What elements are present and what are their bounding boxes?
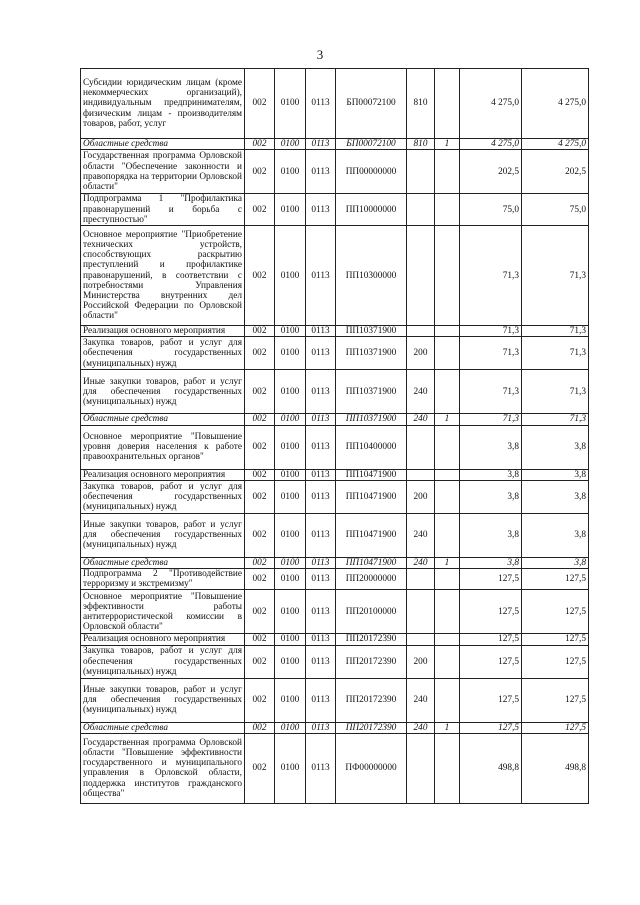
cell-name: Субсидии юридическим лицам (кроме некоммерческих организаций), индивидуальным предпринимателям, физическим лицам - производителям товаров, работ, услуг — [81, 69, 245, 139]
cell-csr: ПП20172390 — [336, 645, 407, 678]
cell-sum1: 498,8 — [460, 733, 522, 803]
cell-csr: ПП20100000 — [336, 590, 407, 634]
cell-sum2: 127,5 — [522, 634, 589, 645]
cell-vr: 810 — [407, 69, 435, 139]
cell-vr — [407, 590, 435, 634]
cell-src — [435, 480, 460, 513]
cell-csr: ПП10371900 — [336, 337, 407, 370]
cell-sum2: 75,0 — [522, 194, 589, 226]
cell-src: 1 — [435, 139, 460, 150]
table-row — [81, 425, 589, 469]
cell-sum1: 127,5 — [460, 634, 522, 645]
table-row — [81, 326, 589, 337]
cell-pr: 0113 — [306, 722, 336, 733]
cell-src — [435, 590, 460, 634]
cell-rz: 0100 — [275, 634, 306, 645]
cell-name: Областные средства — [81, 722, 245, 733]
cell-sum1: 3,8 — [460, 425, 522, 469]
cell-src: 1 — [435, 414, 460, 425]
cell-src — [435, 69, 460, 139]
table-row — [81, 645, 589, 678]
cell-name: Основное мероприятие "Повышение эффективности работы антитеррористической комиссии в Орловской области" — [81, 590, 245, 634]
cell-ved: 002 — [245, 150, 275, 194]
cell-csr: ПФ00000000 — [336, 733, 407, 803]
cell-pr: 0113 — [306, 194, 336, 226]
page-number: 3 — [316, 47, 324, 62]
cell-name: Иные закупки товаров, работ и услуг для обеспечения государственных (муниципальных) нужд — [81, 678, 245, 722]
cell-vr: 200 — [407, 645, 435, 678]
cell-src — [435, 337, 460, 370]
cell-ved: 002 — [245, 634, 275, 645]
cell-pr: 0113 — [306, 733, 336, 803]
cell-rz: 0100 — [275, 414, 306, 425]
cell-sum1: 127,5 — [460, 590, 522, 634]
cell-pr: 0113 — [306, 425, 336, 469]
cell-name: Иные закупки товаров, работ и услуг для обеспечения государственных (муниципальных) нужд — [81, 513, 245, 557]
cell-rz: 0100 — [275, 569, 306, 590]
cell-pr: 0113 — [306, 370, 336, 414]
cell-sum1: 4 275,0 — [460, 69, 522, 139]
cell-ved: 002 — [245, 370, 275, 414]
cell-rz: 0100 — [275, 370, 306, 414]
cell-rz: 0100 — [275, 194, 306, 226]
cell-src — [435, 469, 460, 480]
cell-sum2: 3,8 — [522, 513, 589, 557]
cell-csr: ПП20000000 — [336, 569, 407, 590]
cell-pr: 0113 — [306, 557, 336, 568]
cell-rz: 0100 — [275, 139, 306, 150]
cell-sum1: 71,3 — [460, 337, 522, 370]
cell-ved: 002 — [245, 480, 275, 513]
cell-src: 1 — [435, 557, 460, 568]
cell-csr: ПП10471900 — [336, 469, 407, 480]
cell-vr — [407, 634, 435, 645]
cell-sum1: 4 275,0 — [460, 139, 522, 150]
cell-rz: 0100 — [275, 557, 306, 568]
cell-sum1: 71,3 — [460, 370, 522, 414]
funding-source-row — [81, 139, 589, 150]
cell-csr: ПП10471900 — [336, 513, 407, 557]
table-row — [81, 469, 589, 480]
cell-ved: 002 — [245, 722, 275, 733]
cell-pr: 0113 — [306, 150, 336, 194]
cell-sum1: 3,8 — [460, 513, 522, 557]
cell-src — [435, 678, 460, 722]
cell-sum1: 71,3 — [460, 226, 522, 326]
cell-ved: 002 — [245, 590, 275, 634]
cell-name: Реализация основного мероприятия — [81, 634, 245, 645]
cell-ved: 002 — [245, 678, 275, 722]
cell-name: Реализация основного мероприятия — [81, 326, 245, 337]
cell-rz: 0100 — [275, 326, 306, 337]
cell-vr — [407, 733, 435, 803]
cell-pr: 0113 — [306, 569, 336, 590]
cell-sum1: 3,8 — [460, 557, 522, 568]
cell-sum2: 127,5 — [522, 645, 589, 678]
cell-csr: ПП10371900 — [336, 326, 407, 337]
cell-sum2: 4 275,0 — [522, 139, 589, 150]
table-row — [81, 733, 589, 803]
cell-rz: 0100 — [275, 678, 306, 722]
funding-source-row — [81, 722, 589, 733]
cell-rz: 0100 — [275, 150, 306, 194]
cell-vr: 240 — [407, 557, 435, 568]
budget-table — [80, 68, 589, 804]
cell-name: Государственная программа Орловской области "Повышение эффективности государственного и муниципального управления в Орловской области, поддержка институтов гражданского общества" — [81, 733, 245, 803]
cell-sum1: 127,5 — [460, 678, 522, 722]
table-body — [81, 69, 589, 804]
funding-source-row — [81, 414, 589, 425]
cell-sum2: 127,5 — [522, 569, 589, 590]
cell-sum2: 71,3 — [522, 226, 589, 326]
cell-name: Областные средства — [81, 557, 245, 568]
cell-sum1: 75,0 — [460, 194, 522, 226]
cell-ved: 002 — [245, 733, 275, 803]
cell-name: Государственная программа Орловской области "Обеспечение законности и правопорядка на территории Орловской области" — [81, 150, 245, 194]
cell-csr: ПП20172390 — [336, 678, 407, 722]
cell-rz: 0100 — [275, 722, 306, 733]
cell-pr: 0113 — [306, 634, 336, 645]
cell-sum2: 71,3 — [522, 370, 589, 414]
cell-sum1: 127,5 — [460, 569, 522, 590]
cell-rz: 0100 — [275, 645, 306, 678]
cell-ved: 002 — [245, 557, 275, 568]
cell-vr — [407, 326, 435, 337]
cell-pr: 0113 — [306, 590, 336, 634]
table-row — [81, 226, 589, 326]
cell-pr: 0113 — [306, 645, 336, 678]
cell-sum1: 127,5 — [460, 722, 522, 733]
cell-src — [435, 194, 460, 226]
cell-pr: 0113 — [306, 414, 336, 425]
cell-vr: 240 — [407, 722, 435, 733]
cell-rz: 0100 — [275, 733, 306, 803]
cell-src — [435, 425, 460, 469]
cell-vr — [407, 469, 435, 480]
cell-pr: 0113 — [306, 326, 336, 337]
cell-rz: 0100 — [275, 69, 306, 139]
cell-sum1: 71,3 — [460, 326, 522, 337]
cell-ved: 002 — [245, 469, 275, 480]
cell-ved: 002 — [245, 425, 275, 469]
table-row — [81, 194, 589, 226]
cell-ved: 002 — [245, 226, 275, 326]
cell-vr — [407, 425, 435, 469]
cell-csr: ПП20172390 — [336, 634, 407, 645]
cell-src — [435, 150, 460, 194]
cell-sum1: 202,5 — [460, 150, 522, 194]
cell-src — [435, 326, 460, 337]
funding-source-row — [81, 557, 589, 568]
cell-src — [435, 634, 460, 645]
cell-vr: 810 — [407, 139, 435, 150]
cell-sum2: 127,5 — [522, 678, 589, 722]
cell-sum1: 3,8 — [460, 469, 522, 480]
cell-src — [435, 733, 460, 803]
cell-csr: ПП10300000 — [336, 226, 407, 326]
cell-name: Закупка товаров, работ и услуг для обеспечения государственных (муниципальных) нужд — [81, 480, 245, 513]
cell-pr: 0113 — [306, 139, 336, 150]
table-row — [81, 634, 589, 645]
cell-vr: 240 — [407, 513, 435, 557]
cell-csr: ПП00000000 — [336, 150, 407, 194]
cell-sum2: 3,8 — [522, 425, 589, 469]
table-row — [81, 590, 589, 634]
cell-src — [435, 569, 460, 590]
cell-src — [435, 645, 460, 678]
cell-src — [435, 513, 460, 557]
cell-ved: 002 — [245, 569, 275, 590]
cell-sum2: 4 275,0 — [522, 69, 589, 139]
cell-sum2: 127,5 — [522, 590, 589, 634]
cell-sum2: 127,5 — [522, 722, 589, 733]
cell-name: Областные средства — [81, 139, 245, 150]
table-row — [81, 569, 589, 590]
cell-sum1: 71,3 — [460, 414, 522, 425]
cell-name: Закупка товаров, работ и услуг для обеспечения государственных (муниципальных) нужд — [81, 645, 245, 678]
table-row — [81, 150, 589, 194]
cell-vr: 240 — [407, 414, 435, 425]
cell-name: Основное мероприятие "Приобретение технических устройств, способствующих раскрытию преступлений и профилактике правонарушений, в соответствии с потребностями Управления Министерства внутренних дел Российской Федерации по Орловской области" — [81, 226, 245, 326]
cell-csr: БП00072100 — [336, 69, 407, 139]
cell-csr: БП00072100 — [336, 139, 407, 150]
cell-csr: ПП10371900 — [336, 414, 407, 425]
cell-csr: ПП10471900 — [336, 480, 407, 513]
cell-sum2: 71,3 — [522, 337, 589, 370]
cell-ved: 002 — [245, 326, 275, 337]
cell-rz: 0100 — [275, 513, 306, 557]
cell-rz: 0100 — [275, 480, 306, 513]
cell-vr — [407, 569, 435, 590]
cell-vr — [407, 226, 435, 326]
cell-sum2: 3,8 — [522, 469, 589, 480]
cell-vr: 240 — [407, 678, 435, 722]
cell-vr — [407, 194, 435, 226]
cell-pr: 0113 — [306, 337, 336, 370]
cell-sum2: 3,8 — [522, 557, 589, 568]
cell-pr: 0113 — [306, 513, 336, 557]
cell-ved: 002 — [245, 414, 275, 425]
cell-name: Подпрограмма 2 "Противодействие терроризму и экстремизму" — [81, 569, 245, 590]
table-row — [81, 480, 589, 513]
cell-sum2: 3,8 — [522, 480, 589, 513]
cell-sum1: 3,8 — [460, 480, 522, 513]
cell-sum2: 498,8 — [522, 733, 589, 803]
table-row — [81, 69, 589, 139]
cell-sum1: 127,5 — [460, 645, 522, 678]
cell-sum2: 71,3 — [522, 414, 589, 425]
cell-ved: 002 — [245, 337, 275, 370]
cell-pr: 0113 — [306, 69, 336, 139]
cell-rz: 0100 — [275, 425, 306, 469]
cell-vr: 240 — [407, 370, 435, 414]
cell-rz: 0100 — [275, 337, 306, 370]
cell-pr: 0113 — [306, 226, 336, 326]
cell-name: Иные закупки товаров, работ и услуг для обеспечения государственных (муниципальных) нужд — [81, 370, 245, 414]
cell-name: Закупка товаров, работ и услуг для обеспечения государственных (муниципальных) нужд — [81, 337, 245, 370]
cell-csr: ПП20172390 — [336, 722, 407, 733]
cell-sum2: 71,3 — [522, 326, 589, 337]
cell-vr: 200 — [407, 480, 435, 513]
cell-rz: 0100 — [275, 469, 306, 480]
cell-pr: 0113 — [306, 480, 336, 513]
table-row — [81, 337, 589, 370]
cell-ved: 002 — [245, 513, 275, 557]
cell-src: 1 — [435, 722, 460, 733]
cell-csr: ПП10471900 — [336, 557, 407, 568]
cell-pr: 0113 — [306, 678, 336, 722]
cell-src — [435, 226, 460, 326]
cell-rz: 0100 — [275, 226, 306, 326]
cell-name: Подпрограмма 1 "Профилактика правонарушений и борьба с преступностью" — [81, 194, 245, 226]
cell-csr: ПП10000000 — [336, 194, 407, 226]
cell-ved: 002 — [245, 69, 275, 139]
cell-csr: ПП10371900 — [336, 370, 407, 414]
cell-vr — [407, 150, 435, 194]
table-row — [81, 513, 589, 557]
cell-ved: 002 — [245, 194, 275, 226]
cell-csr: ПП10400000 — [336, 425, 407, 469]
cell-vr: 200 — [407, 337, 435, 370]
cell-src — [435, 370, 460, 414]
table-row — [81, 370, 589, 414]
cell-ved: 002 — [245, 645, 275, 678]
cell-pr: 0113 — [306, 469, 336, 480]
table-row — [81, 678, 589, 722]
cell-name: Основное мероприятие "Повышение уровня доверия населения к работе правоохранительных органов" — [81, 425, 245, 469]
cell-ved: 002 — [245, 139, 275, 150]
cell-rz: 0100 — [275, 590, 306, 634]
cell-sum2: 202,5 — [522, 150, 589, 194]
cell-name: Реализация основного мероприятия — [81, 469, 245, 480]
cell-name: Областные средства — [81, 414, 245, 425]
